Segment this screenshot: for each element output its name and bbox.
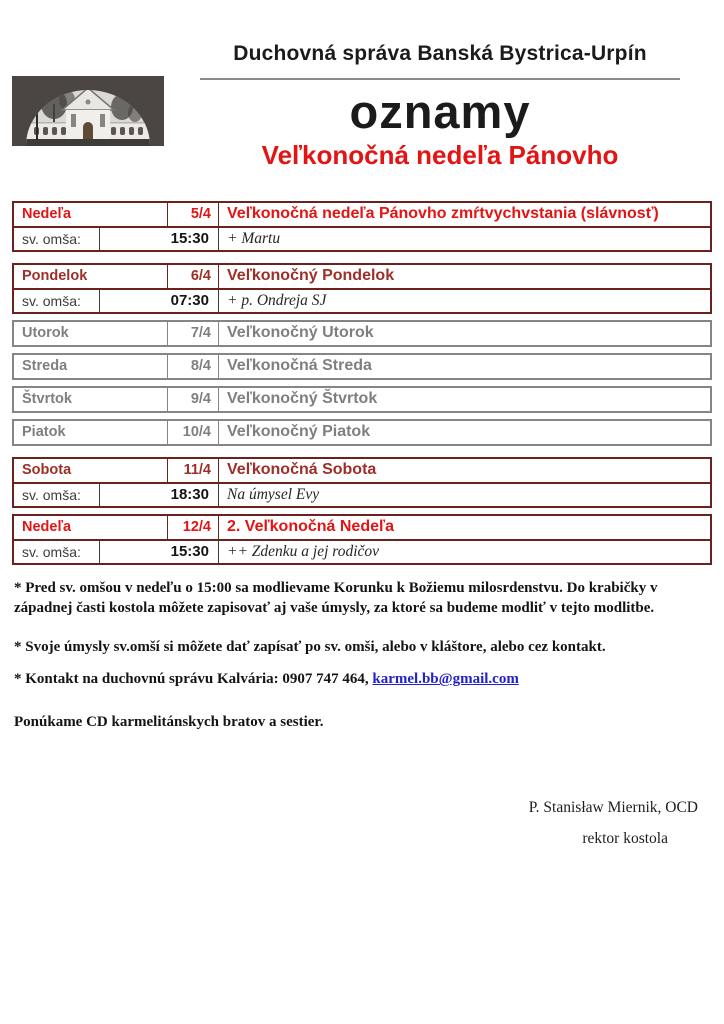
day-label: Nedeľa	[14, 516, 168, 539]
schedule-block-stvrtok-9-4	[12, 386, 712, 413]
schedule-block-sobota-11-4	[12, 457, 712, 508]
mass-label: sv. omša:	[14, 290, 100, 312]
mass-row	[14, 288, 710, 312]
organization-title: Duchovná správa Banská Bystrica-Urpín	[233, 42, 647, 65]
church-photo	[12, 76, 164, 146]
day-header-row	[14, 516, 710, 539]
note-umysly: * Svoje úmysly sv.omší si môžete dať zapísať po sv. omši, alebo v kláštore, alebo cez kontakt.	[14, 638, 606, 655]
church-photo-graphic	[12, 76, 164, 146]
date-label: 9/4	[168, 388, 219, 411]
mass-time: 15:30	[100, 541, 219, 563]
day-header-row	[14, 265, 710, 288]
mass-label: sv. omša:	[14, 541, 100, 563]
day-label: Štvrtok	[14, 388, 168, 411]
date-label: 7/4	[168, 322, 219, 345]
day-label: Utorok	[14, 322, 168, 345]
day-title: Veľkonočný Piatok	[227, 423, 371, 441]
date-label: 8/4	[168, 355, 219, 378]
schedule-block-piatok-10-4	[12, 419, 712, 446]
cd-offer-text: Ponúkame CD karmelitánskych bratov a sestier.	[14, 714, 324, 731]
mass-time: 18:30	[100, 484, 219, 506]
mass-row	[14, 539, 710, 563]
day-title: Veľkonočný Pondelok	[227, 267, 395, 285]
day-title: Veľkonočná Streda	[227, 357, 372, 375]
schedule-block-pondelok-6-4	[12, 263, 712, 314]
date-label: 12/4	[168, 516, 219, 539]
note-kontakt	[14, 670, 714, 690]
signature-block	[0, 799, 724, 848]
date-label: 11/4	[168, 459, 219, 482]
signature-name: P. Stanisław Miernik, OCD	[528, 798, 698, 816]
day-label: Streda	[14, 355, 168, 378]
note-kontakt-text: * Kontakt na duchovnú správu Kalvária: 0907 747 464,	[14, 671, 373, 688]
header-divider	[200, 78, 680, 80]
day-title: Veľkonočný Štvrtok	[227, 390, 378, 408]
notes-section	[14, 579, 714, 733]
day-label: Piatok	[14, 421, 168, 444]
header	[200, 0, 680, 171]
day-header-row	[14, 355, 710, 378]
note-korunka: * Pred sv. omšou v nedeľu o 15:00 sa modlievame Korunku k Božiemu milosrdenstvu. Do krabičky v západnej časti kostola môžete zapisovať aj vaše úmysly, za ktoré sa budeme modliť v tejto modlitbe.	[14, 579, 658, 616]
day-header-row	[14, 322, 710, 345]
day-header-row	[14, 388, 710, 411]
mass-row	[14, 226, 710, 250]
signature-role: rektor kostola	[582, 829, 668, 847]
date-label: 5/4	[168, 203, 219, 226]
email-link[interactable]: karmel.bb@gmail.com	[372, 671, 519, 688]
mass-time: 07:30	[100, 290, 219, 312]
mass-intention: + p. Ondreja SJ	[227, 291, 327, 309]
page-title: oznamy	[349, 85, 531, 138]
day-label: Pondelok	[14, 265, 168, 288]
mass-label: sv. omša:	[14, 228, 100, 250]
schedule-block-streda-8-4	[12, 353, 712, 380]
mass-intention: ++ Zdenku a jej rodičov	[227, 542, 380, 560]
mass-schedule	[12, 201, 712, 565]
schedule-block-utorok-7-4	[12, 320, 712, 347]
date-label: 10/4	[168, 421, 219, 444]
day-title: Veľkonočný Utorok	[227, 324, 374, 342]
mass-intention: + Martu	[227, 229, 281, 247]
day-label: Nedeľa	[14, 203, 168, 226]
day-header-row	[14, 459, 710, 482]
page-subtitle: Veľkonočná nedeľa Pánovho	[261, 139, 619, 170]
schedule-block-nedela-5-4	[12, 201, 712, 252]
day-title: Veľkonočná nedeľa Pánovho zmŕtvychvstania (slávnosť)	[227, 205, 659, 223]
day-label: Sobota	[14, 459, 168, 482]
date-label: 6/4	[168, 265, 219, 288]
day-header-row	[14, 421, 710, 444]
mass-label: sv. omša:	[14, 484, 100, 506]
mass-intention: Na úmysel Evy	[227, 485, 320, 503]
day-header-row	[14, 203, 710, 226]
mass-row	[14, 482, 710, 506]
day-title: Veľkonočná Sobota	[227, 461, 377, 479]
mass-time: 15:30	[100, 228, 219, 250]
day-title: 2. Veľkonočná Nedeľa	[227, 518, 395, 536]
schedule-block-nedela-12-4	[12, 514, 712, 565]
